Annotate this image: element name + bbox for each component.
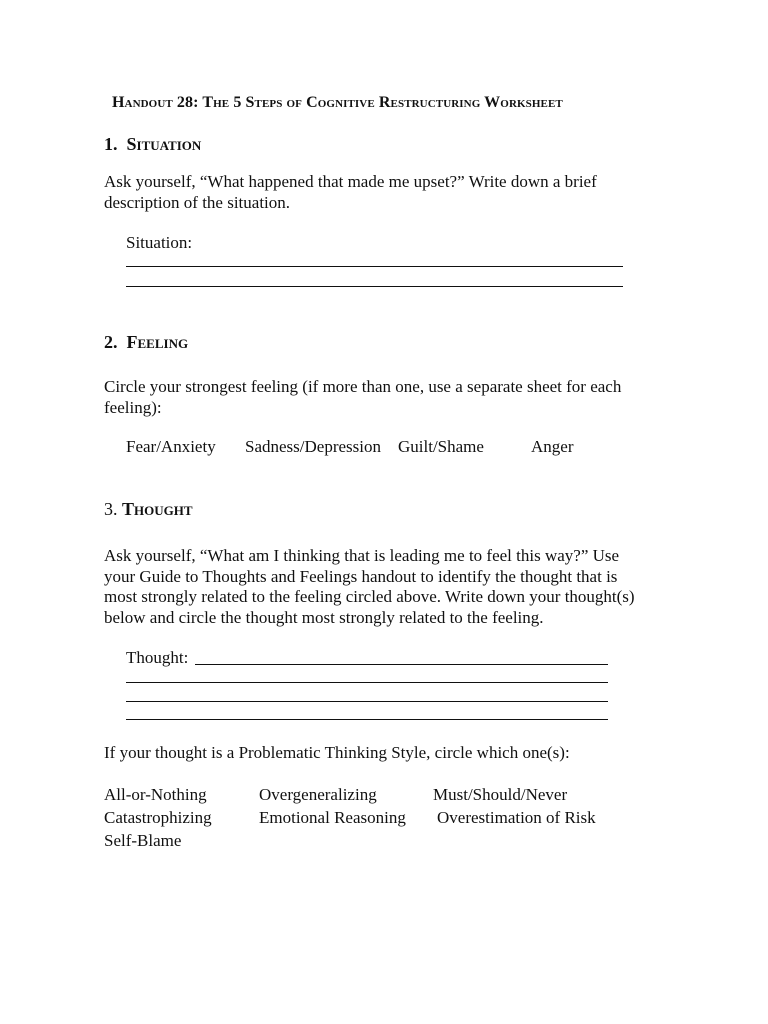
section-situation-heading <box>104 134 201 155</box>
style-option-must-should-never[interactable]: Must/Should/Never <box>433 785 568 804</box>
thought-label: Thought: <box>126 648 189 667</box>
situation-label: Situation: <box>126 233 193 252</box>
section-number: 2. <box>104 332 118 352</box>
thinking-styles-prompt: If your thought is a Problematic Thinking Style, circle which one(s): <box>104 743 570 762</box>
section-thought-heading <box>104 499 193 520</box>
section-feeling-heading <box>104 332 188 353</box>
situation-answer-line[interactable] <box>126 286 623 287</box>
feeling-option-guilt-shame[interactable]: Guilt/Shame <box>398 437 484 456</box>
thought-answer-line[interactable] <box>126 719 608 720</box>
feeling-option-anger[interactable]: Anger <box>531 437 574 456</box>
section-title: Thought <box>122 499 193 519</box>
thought-answer-line[interactable] <box>126 682 608 683</box>
style-option-all-or-nothing[interactable]: All-or-Nothing <box>104 785 207 804</box>
style-option-overestimation-of-risk[interactable]: Overestimation of Risk <box>437 808 596 827</box>
section-title: Feeling <box>126 332 189 352</box>
situation-answer-line[interactable] <box>126 266 623 267</box>
style-option-catastrophizing[interactable]: Catastrophizing <box>104 808 212 827</box>
thought-instructions: Ask yourself, “What am I thinking that is leading me to feel this way?” Use your Guide to Thoughts and Feelings handout to identify the thought that is most strongly related to the feeling circled above. Write down your thought(s) below and circle the thought most strongly related to the feeling. <box>104 546 635 627</box>
section-title: Situation <box>126 134 202 154</box>
style-option-self-blame[interactable]: Self-Blame <box>104 831 182 850</box>
feeling-option-sadness-depression[interactable]: Sadness/Depression <box>245 437 381 456</box>
situation-instructions: Ask yourself, “What happened that made me upset?” Write down a brief description of the situation. <box>104 172 597 212</box>
section-number: 1. <box>104 134 118 154</box>
style-option-emotional-reasoning[interactable]: Emotional Reasoning <box>259 808 406 827</box>
section-number: 3. <box>104 499 118 519</box>
thought-answer-line[interactable] <box>126 701 608 702</box>
feeling-instructions: Circle your strongest feeling (if more than one, use a separate sheet for each feeling): <box>104 377 622 417</box>
page-title: Handout 28: The 5 Steps of Cognitive Restructuring Worksheet <box>112 94 563 111</box>
thought-answer-line[interactable] <box>195 664 608 665</box>
style-option-overgeneralizing[interactable]: Overgeneralizing <box>259 785 377 804</box>
feeling-option-fear-anxiety[interactable]: Fear/Anxiety <box>126 437 216 456</box>
